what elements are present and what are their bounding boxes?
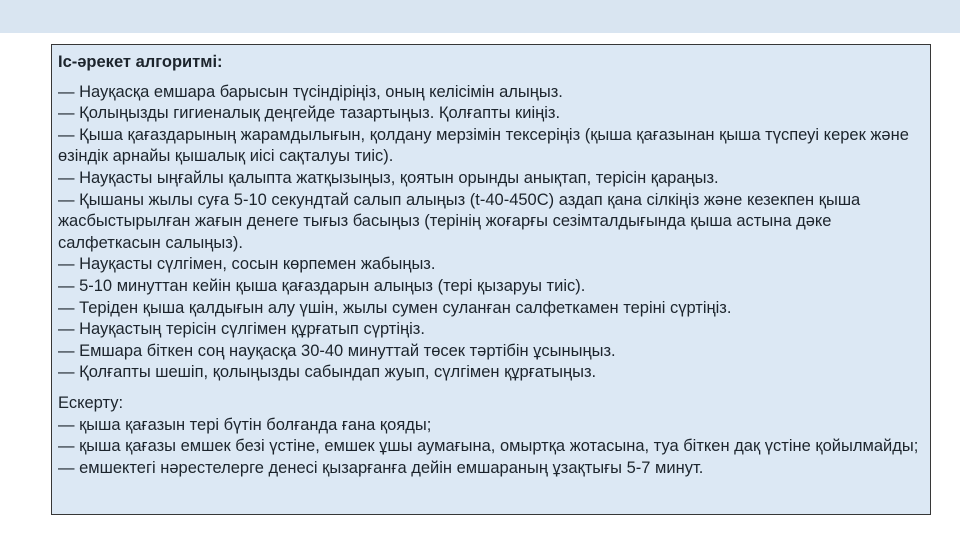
algorithm-step: — Қыша қағаздарының жарамдылығын, қолдану мерзімін тексеріңіз (қыша қағазынан қыша түспеуі керек және өзіндік арнайы қышалық иісі сақталуы тиіс). [58, 125, 909, 166]
algorithm-step: — Теріден қыша қалдығын алу үшін, жылы сумен суланған салфеткамен теріні сүртіңіз. [58, 298, 732, 317]
note-item: — қыша қағазы емшек безі үстіне, емшек ұшы аумағына, омыртқа жотасына, туа біткен дақ үстіне қойылмайды; [58, 437, 919, 456]
algorithm-step: — Емшара біткен соң науқасқа 30-40 минуттай төсек тәртібін ұсыныңыз. [58, 341, 616, 360]
note-heading: Ескерту: [58, 393, 124, 412]
algorithm-step: — Науқасты ыңғайлы қалыпта жатқызыңыз, қоятын орынды анықтап, терісін қараңыз. [58, 168, 719, 187]
algorithm-step: — Қолыңызды гигиеналық деңгейде тазартыңыз. Қолғапты киіңіз. [58, 104, 561, 123]
algorithm-step: — Науқасты сүлгімен, сосын көрпемен жабыңыз. [58, 255, 436, 274]
algorithm-text-box [51, 44, 931, 515]
algorithm-steps [58, 82, 920, 384]
algorithm-step: — Қышаны жылы суға 5-10 секундтай салып алыңыз (t-40-450C) аздап қана сілкіңіз және кезекпен қыша жасбыстырылған жағын денеге тығыз басыңыз (терінің жоғарғы сезімталдығында қыша астына дәке салфеткасын салыңыз). [58, 190, 861, 252]
algorithm-step: — 5-10 минуттан кейін қыша қағаздарын алыңыз (тері қызаруы тиіс). [58, 276, 586, 295]
algorithm-step: — Қолғапты шешіп, қолыңызды сабындап жуып, сүлгімен құрғатыңыз. [58, 363, 597, 382]
algorithm-step: — Науқастың терісін сүлгімен құрғатып сүртіңіз. [58, 320, 425, 339]
note-item: — емшектегі нәрестелерге денесі қызарғанға дейін емшараның ұзақтығы 5-7 минут. [58, 458, 704, 477]
section-title: Іс-әрекет алгоритмі: [58, 53, 223, 71]
algorithm-step: — Науқасқа емшара барысын түсіндіріңіз, оның келісімін алыңыз. [58, 82, 563, 101]
note-items [58, 415, 920, 480]
top-band [0, 0, 960, 33]
note-item: — қыша қағазын тері бүтін болғанда ғана қояды; [58, 415, 432, 434]
